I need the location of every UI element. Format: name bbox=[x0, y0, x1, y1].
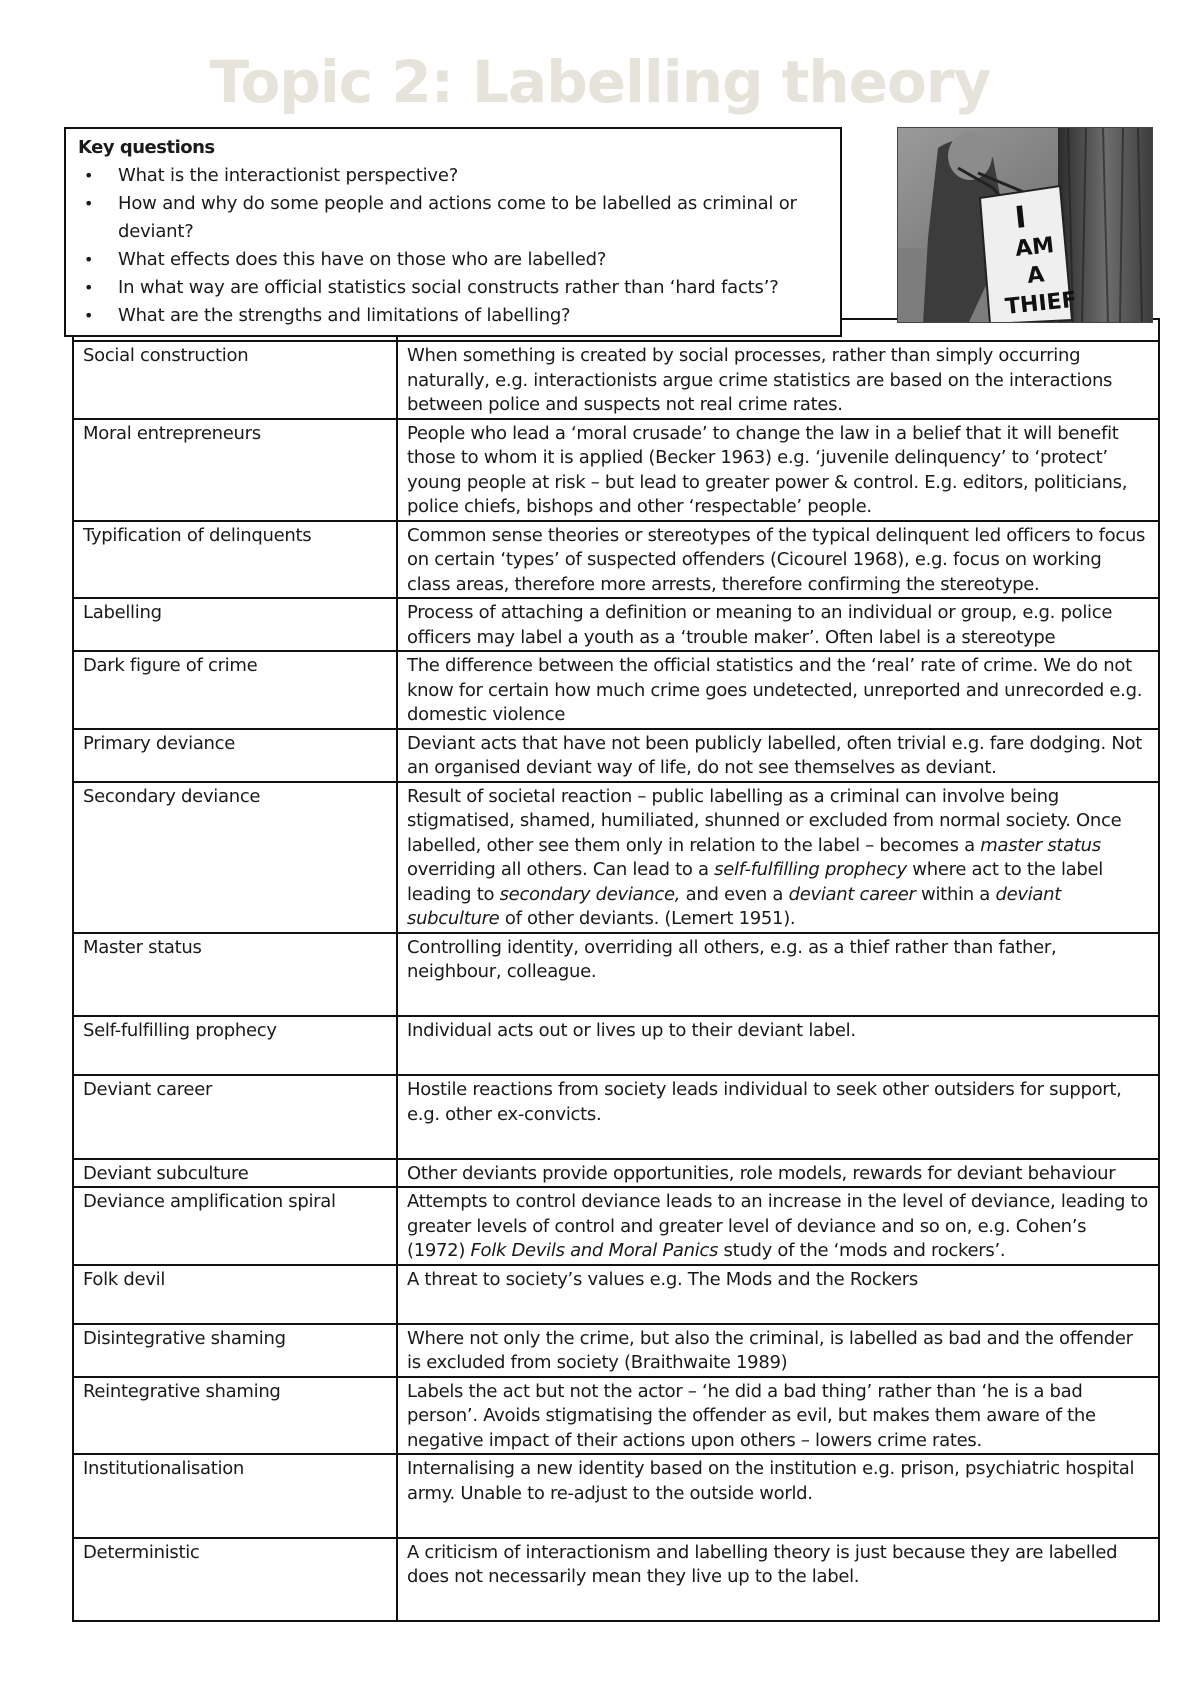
definition-italic-text: secondary deviance, bbox=[499, 883, 681, 905]
definition-cell: Internalising a new identity based on the institution e.g. prison, psychiatric hospital army. Unable to re-adjust to the outside world. bbox=[397, 1454, 1159, 1538]
table-row bbox=[73, 782, 1159, 933]
term-cell: Deviant career bbox=[73, 1075, 397, 1159]
definition-cell: Where not only the crime, but also the criminal, is labelled as bad and the offender is excluded from society (Braithwaite 1989) bbox=[397, 1324, 1159, 1377]
table-row bbox=[73, 1159, 1159, 1188]
table-row bbox=[73, 1324, 1159, 1377]
key-questions-list bbox=[78, 162, 828, 330]
definition-cell: A criticism of interactionism and labelling theory is just because they are labelled does not necessarily mean they live up to the label. bbox=[397, 1538, 1159, 1622]
term-cell: Social construction bbox=[73, 341, 397, 419]
definition-text: Attempts to control deviance leads to an increase in the level of deviance, leading to greater levels of control and greater level of deviance and so on, e.g. Cohen’s (1972) bbox=[407, 1191, 1149, 1261]
sign-word: A bbox=[1026, 262, 1046, 289]
definition-cell: Hostile reactions from society leads individual to seek other outsiders for support, e.g. other ex-convicts. bbox=[397, 1075, 1159, 1159]
definition-cell: When something is created by social processes, rather than simply occurring naturally, e.g. interactionists argue crime statistics are based on the interactions between police and suspects not real crime rates. bbox=[397, 341, 1159, 419]
key-questions-heading: Key questions bbox=[78, 137, 215, 158]
definition-cell: Other deviants provide opportunities, role models, rewards for deviant behaviour bbox=[397, 1159, 1159, 1188]
sign-word: AM bbox=[1014, 233, 1056, 262]
term-cell: Moral entrepreneurs bbox=[73, 419, 397, 521]
definition-text: of other deviants. (Lemert 1951). bbox=[499, 908, 796, 929]
table-row bbox=[73, 1075, 1159, 1159]
table-row bbox=[73, 419, 1159, 521]
table-row bbox=[73, 933, 1159, 1017]
definition-text: and even a bbox=[680, 883, 789, 905]
definition-cell: People who lead a ‘moral crusade’ to change the law in a belief that it will benefit those to whom it is applied (Becker 1963) e.g. ‘juvenile delinquency’ to ‘protect’ young people at risk – but lead to greater power & control. E.g. editors, politicians, police chiefs, bishops and other ‘respectable’ people. bbox=[397, 419, 1159, 521]
definition-cell bbox=[397, 1187, 1159, 1265]
term-cell: Disintegrative shaming bbox=[73, 1324, 397, 1377]
term-cell: Folk devil bbox=[73, 1265, 397, 1324]
term-cell: Typification of delinquents bbox=[73, 521, 397, 599]
term-cell: Deterministic bbox=[73, 1538, 397, 1622]
table-row bbox=[73, 341, 1159, 419]
table-row bbox=[73, 729, 1159, 782]
key-question-item: • What are the strengths and limitations of labelling? bbox=[78, 302, 828, 330]
key-question-item: • What is the interactionist perspective? bbox=[78, 162, 828, 190]
bullet-icon: • bbox=[84, 250, 94, 269]
table-row bbox=[73, 598, 1159, 651]
table-row bbox=[73, 1187, 1159, 1265]
definition-text: Result of societal reaction – public labelling as a criminal can involve being stigmatised, shamed, humiliated, shunned or excluded from normal society. Once labelled, other see them only in relation to the label – becomes a bbox=[407, 785, 1122, 856]
definition-cell: The difference between the official statistics and the ‘real’ rate of crime. We do not know for certain how much crime goes undetected, unreported and unrecorded e.g. domestic violence bbox=[397, 651, 1159, 729]
definition-cell: Deviant acts that have not been publicly labelled, often trivial e.g. fare dodging. Not an organised deviant way of life, do not see themselves as deviant. bbox=[397, 729, 1159, 782]
table-row bbox=[73, 1265, 1159, 1324]
key-question-item: • What effects does this have on those who are labelled? bbox=[78, 246, 828, 274]
sign-word: I bbox=[1013, 199, 1028, 236]
definition-cell bbox=[397, 782, 1159, 933]
term-cell: Deviant subculture bbox=[73, 1159, 397, 1188]
term-cell: Secondary deviance bbox=[73, 782, 397, 933]
bullet-icon: • bbox=[84, 278, 94, 297]
term-cell: Primary deviance bbox=[73, 729, 397, 782]
bullet-icon: • bbox=[84, 166, 94, 185]
definition-cell: Process of attaching a definition or meaning to an individual or group, e.g. police officers may label a youth as a ‘trouble maker’. Often label is a stereotype bbox=[397, 598, 1159, 651]
definition-text: study of the ‘mods and rockers’. bbox=[718, 1240, 1006, 1261]
term-cell: Master status bbox=[73, 933, 397, 1017]
definition-italic-text: Folk Devils and Moral Panics bbox=[470, 1240, 719, 1261]
key-question-item: • How and why do some people and actions come to be labelled as criminal or deviant? bbox=[78, 190, 828, 246]
definition-cell: Labels the act but not the actor – ‘he did a bad thing’ rather than ‘he is a bad person’. Avoids stigmatising the offender as evil, but makes them aware of the negative impact of their actions upon others – lowers crime rates. bbox=[397, 1377, 1159, 1455]
term-cell: Labelling bbox=[73, 598, 397, 651]
definition-text: overriding all others. Can lead to a bbox=[407, 859, 715, 880]
key-questions-box bbox=[64, 127, 842, 337]
term-cell: Self-fulfilling prophecy bbox=[73, 1016, 397, 1075]
key-question-item: • In what way are official statistics social constructs rather than ‘hard facts’? bbox=[78, 274, 828, 302]
table-row bbox=[73, 651, 1159, 729]
term-cell: Dark figure of crime bbox=[73, 651, 397, 729]
sign-word: THIEF bbox=[1004, 287, 1078, 320]
definition-italic-text: master status bbox=[980, 834, 1101, 856]
table-row bbox=[73, 1454, 1159, 1538]
bullet-icon: • bbox=[84, 306, 94, 325]
glossary-table bbox=[72, 318, 1160, 1622]
bullet-icon: • bbox=[84, 194, 94, 213]
definition-cell: Common sense theories or stereotypes of the typical delinquent led officers to focus on certain ‘types’ of suspected offenders (Cicourel 1968), e.g. focus on working class areas, therefore more arrests, therefore confirming the stereotype. bbox=[397, 521, 1159, 599]
definition-text: where act to the label leading to bbox=[407, 859, 1104, 905]
definition-cell: Controlling identity, overriding all others, e.g. as a thief rather than father, neighbour, colleague. bbox=[397, 933, 1159, 1017]
table-row bbox=[73, 1538, 1159, 1622]
definition-italic-text: self-fulfilling prophecy bbox=[714, 859, 907, 880]
page-title: Topic 2: Labelling theory bbox=[209, 48, 991, 116]
term-cell: Reintegrative shaming bbox=[73, 1377, 397, 1455]
term-cell: Deviance amplification spiral bbox=[73, 1187, 397, 1265]
table-row bbox=[73, 1016, 1159, 1075]
thief-sign-photo bbox=[897, 127, 1153, 323]
definition-cell: Individual acts out or lives up to their deviant label. bbox=[397, 1016, 1159, 1075]
definition-italic-text: deviant career bbox=[788, 883, 916, 905]
term-cell: Institutionalisation bbox=[73, 1454, 397, 1538]
definition-cell: A threat to society’s values e.g. The Mods and the Rockers bbox=[397, 1265, 1159, 1324]
definition-text: within a bbox=[915, 883, 996, 905]
definition-italic-text: deviant subculture bbox=[407, 883, 1061, 929]
table-row bbox=[73, 1377, 1159, 1455]
table-row bbox=[73, 521, 1159, 599]
